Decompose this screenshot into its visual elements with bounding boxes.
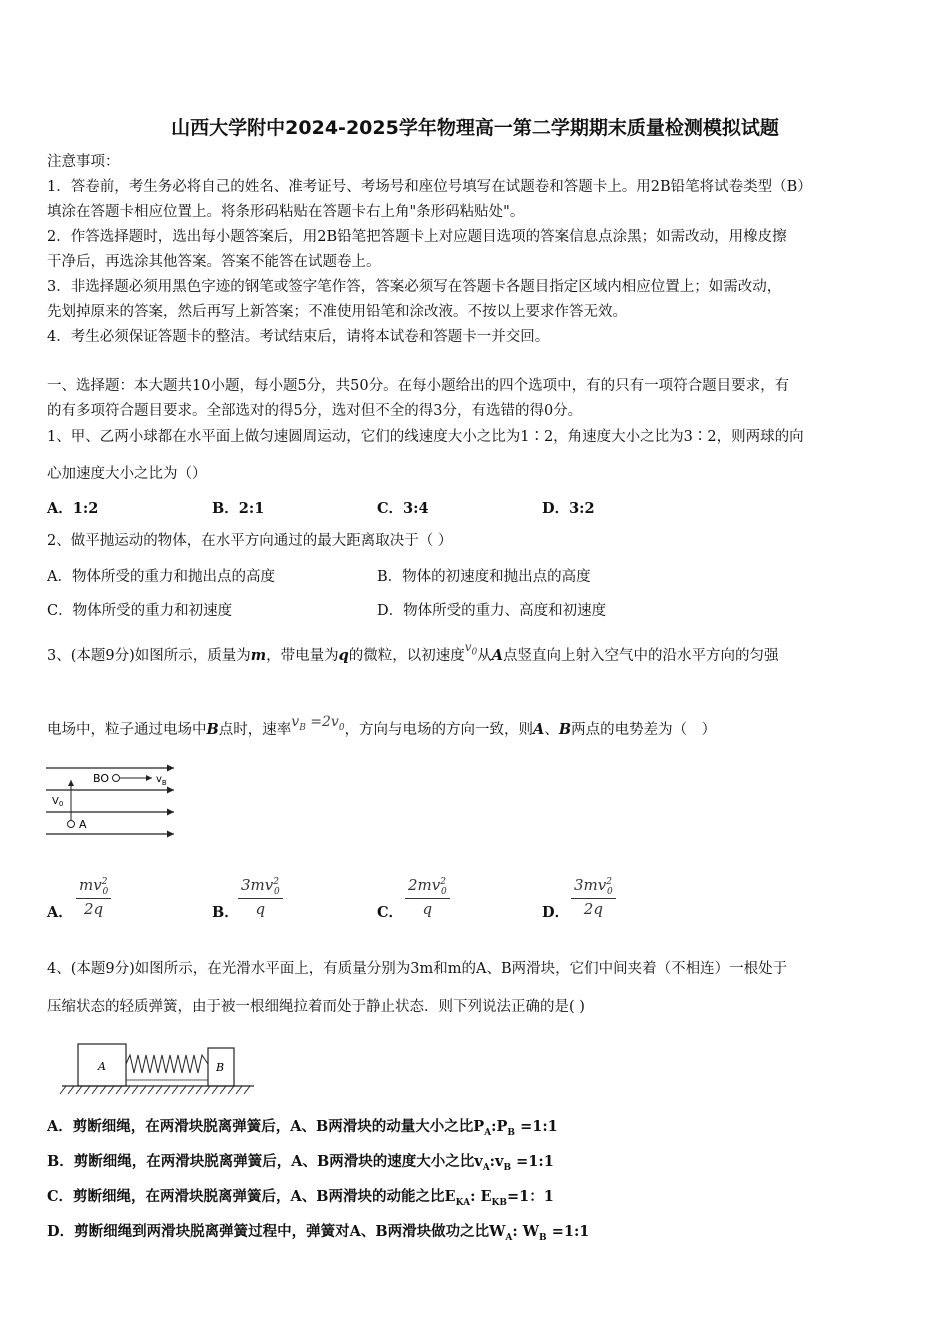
q3-point-b2: B <box>558 721 572 738</box>
q1-stem-line-2: 心加速度大小之比为（） <box>47 466 207 482</box>
q3-text-h: ，方向与电场的方向一致，则 <box>344 722 534 738</box>
q1-stem-line-1: 1、甲、乙两小球都在水平面上做匀速圆周运动，它们的线速度大小之比为1∶2，角速度大小之比为3∶2，则两球的向 <box>47 429 804 445</box>
point-a-circle <box>68 821 75 828</box>
notice-line-1: 1．答卷前，考生务必将自己的姓名、准考证号、考场号和座位号填写在试题卷和答题卡上。用2B铅笔将试卷类型（B） <box>47 179 812 195</box>
notice-heading: 注意事项： <box>47 154 120 170</box>
spring <box>126 1055 208 1073</box>
q3-point-b: B <box>206 721 219 738</box>
notice-line-7: 4．考生必须保证答题卡的整洁。考试结束后，请将本试卷和答题卡一并交回。 <box>47 329 550 345</box>
q3-text-c: 的微粒，以初速度 <box>348 648 465 664</box>
q2-option-a: A．物体所受的重力和抛出点的高度 <box>47 569 275 585</box>
label-v0: $V_0$ <box>52 796 64 808</box>
q3-text-a: 3、(本题9分)如图所示，质量为 <box>47 648 251 664</box>
notice-line-6: 先划掉原来的答案，然后再写上新答案；不准使用铅笔和涂改液。不按以上要求作答无效。 <box>47 304 627 320</box>
notice-line-4: 干净后，再选涂其他答案。答案不能答在试题卷上。 <box>47 254 381 270</box>
notice-line-5: 3．非选择题必须用黑色字迹的钢笔或签字笔作答，答案必须写在答题卡各题目指定区域内相应位置上；如需改动， <box>47 279 782 295</box>
label-b: BO <box>93 772 110 785</box>
q3-var-q: q <box>338 647 349 664</box>
q3-var-m: m <box>250 647 267 664</box>
q4-option-b: B．剪断细绳，在两滑块脱离弹簧后，A、B两滑块的速度大小之比$v_A:v_B$ =1:1 <box>47 1153 554 1173</box>
q3-text-i: 两点的电势差为（ ） <box>571 722 717 738</box>
q3-point-a2: A <box>533 721 545 738</box>
q3-text-f: 电场中，粒子通过电场中 <box>47 722 207 738</box>
notice-line-3: 2．作答选择题时，选出每小题答案后，用2B铅笔把答题卡上对应题目选项的答案信息点涂黑；如需改动，用橡皮擦 <box>47 229 787 245</box>
label-vb: $v_B$ <box>156 774 167 787</box>
q3-option-b-label: B． <box>212 904 239 921</box>
q2-option-c: C．物体所受的重力和初速度 <box>47 603 233 619</box>
q1-option-d: D．3:2 <box>542 500 595 517</box>
q4-stem-line-2: 压缩状态的轻质弹簧，由于被一根细绳拉着而处于静止状态．则下列说法正确的是( ) <box>47 999 585 1015</box>
q3-vb-expression: $v_B =2v_0$ <box>291 714 345 733</box>
q4-stem-line-1: 4、(本题9分)如图所示，在光滑水平面上，有质量分别为3m和m的A、B两滑块，它们中间夹着（不相连）一根处于 <box>47 961 788 977</box>
q1-option-a: A．1:2 <box>47 500 99 517</box>
q3-text-d: 从 <box>477 648 492 664</box>
q2-stem: 2、做平抛运动的物体，在水平方向通过的最大距离取决于（ ） <box>47 533 453 549</box>
ground-hatch <box>60 1086 250 1094</box>
q3-option-a-label: A． <box>47 904 73 921</box>
q3-text-b: ，带电量为 <box>266 648 339 664</box>
q3-option-d-label: D． <box>542 904 570 921</box>
q4-option-d: D．剪断细绳到两滑块脱离弹簧过程中，弹簧对A、B两滑块做功之比$W_A$: $W_B$ =1:1 <box>47 1223 590 1243</box>
q3-option-d-fraction: $\frac{3mv^2_0}{2q}$ <box>571 876 616 918</box>
q2-option-b: B．物体的初速度和抛出点的高度 <box>377 569 591 585</box>
point-b-circle <box>113 775 120 782</box>
q3-text-e: 点竖直向上射入空气中的沿水平方向的匀强 <box>503 648 779 664</box>
q3-text-g: 点时，速率 <box>218 722 292 738</box>
q3-option-c-fraction: $\frac{2mv^2_0}{q}$ <box>405 876 450 918</box>
q4-option-c: C．剪断细绳，在两滑块脱离弹簧后，A、B两滑块的动能之比$E_{KA}$: $E_{KB}=1$：1 <box>47 1188 554 1208</box>
q3-option-a-fraction: $\frac{mv^2_0}{2q}$ <box>76 876 111 918</box>
notice-line-2: 填涂在答题卡相应位置上。将条形码粘贴在答题卡右上角"条形码粘贴处"。 <box>47 204 525 220</box>
label-block-b: B <box>216 1061 225 1074</box>
q3-sep: 、 <box>544 722 559 738</box>
q3-stem-line-1 <box>47 640 779 671</box>
q3-point-a: A <box>491 647 504 664</box>
q1-option-c: C．3:4 <box>377 500 429 517</box>
q1-option-b: B．2:1 <box>212 500 265 517</box>
q3-option-b-fraction: $\frac{3mv^2_0}{q}$ <box>238 876 283 918</box>
q3-option-c-label: C． <box>377 904 404 921</box>
label-block-a: A <box>98 1060 106 1073</box>
section1-line-2: 的有多项符合题目要求。全部选对的得5分，选对但不全的得3分，有选错的得0分。 <box>47 403 583 419</box>
page-title: 山西大学附中2024-2025学年物理高一第二学期期末质量检测模拟试题 <box>171 117 779 139</box>
q3-v0: v0 <box>464 640 478 658</box>
label-a: A <box>79 818 87 831</box>
q3-field-diagram <box>44 760 184 850</box>
q3-stem-line-2 <box>47 714 717 746</box>
q4-spring-diagram <box>58 1040 258 1100</box>
section1-line-1: 一、选择题：本大题共10小题，每小题5分，共50分。在每小题给出的四个选项中，有的只有一项符合题目要求，有 <box>47 378 790 394</box>
q2-option-d: D．物体所受的重力、高度和初速度 <box>377 603 607 619</box>
q4-option-a: A．剪断细绳，在两滑块脱离弹簧后，A、B两滑块的动量大小之比$P_A:P_B$ =1:1 <box>47 1118 558 1138</box>
